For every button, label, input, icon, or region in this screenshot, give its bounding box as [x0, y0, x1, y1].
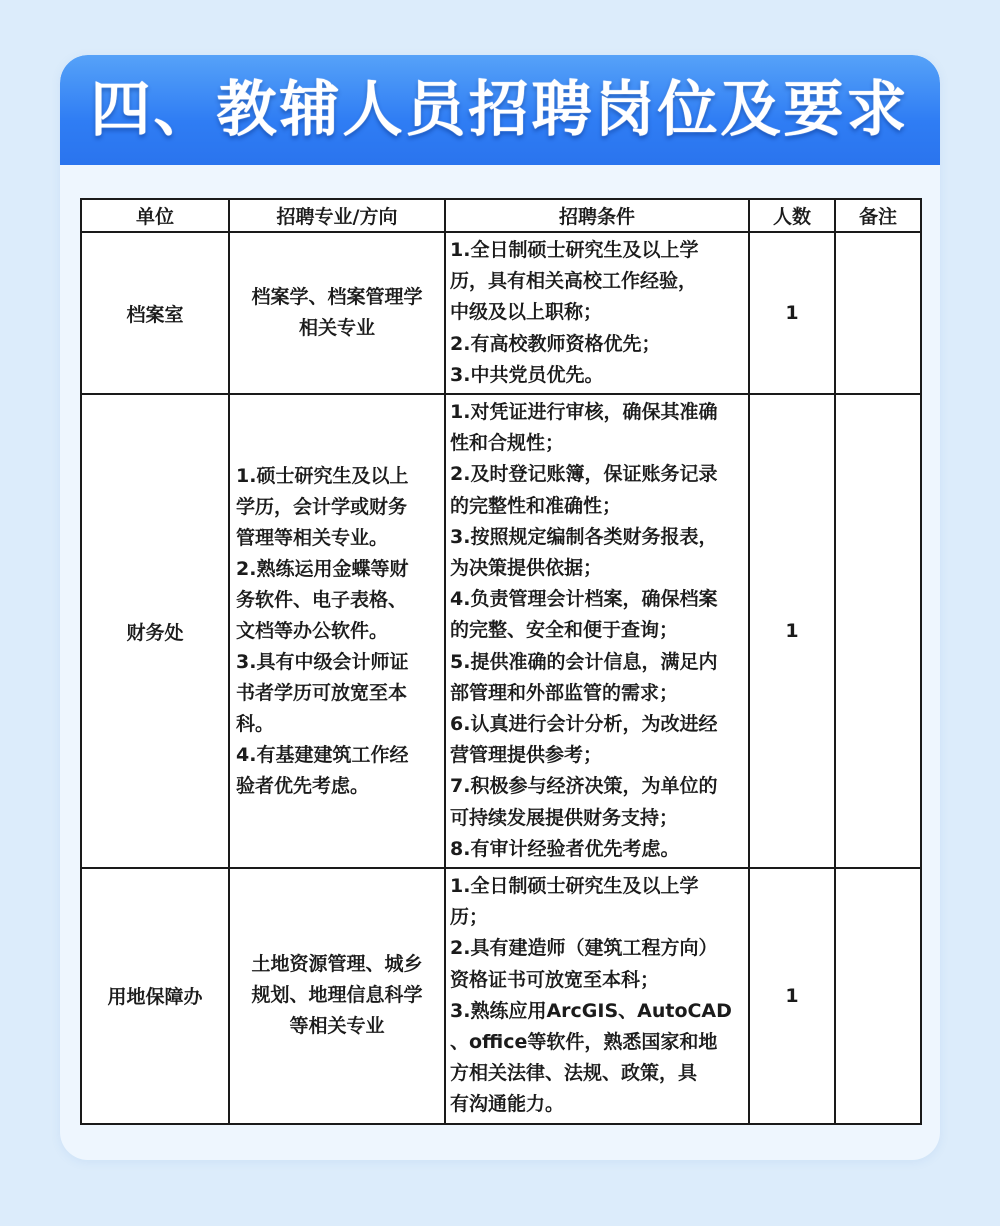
condition-line: 可持续发展提供财务支持；: [450, 806, 679, 829]
conditions-cell: [445, 868, 749, 1124]
header-conditions: 招聘条件: [445, 199, 749, 232]
count-cell: 1: [749, 232, 835, 394]
header-unit: 单位: [81, 199, 229, 232]
condition-line: 历；: [450, 906, 489, 929]
table-row: [81, 868, 921, 1124]
header-count: 人数: [749, 199, 835, 232]
condition-line: 2.有高校教师资格优先；: [450, 332, 661, 355]
conditions-cell: [445, 232, 749, 394]
major-line: 2.熟练运用金蝶等财: [236, 557, 409, 580]
condition-line: 有沟通能力。: [450, 1093, 565, 1116]
table-header-row: [81, 199, 921, 232]
title-banner: [60, 55, 940, 165]
major-line: 规划、地理信息科学: [251, 984, 423, 1007]
table-row: [81, 232, 921, 394]
major-line: 等相关专业: [289, 1015, 385, 1038]
header-major: 招聘专业/方向: [229, 199, 445, 232]
major-line: 1.硕士研究生及以上: [236, 464, 409, 487]
major-line: 验者优先考虑。: [236, 774, 370, 797]
recruitment-table: [80, 198, 922, 1125]
condition-line: 1.全日制硕士研究生及以上学: [450, 875, 699, 898]
major-line: 文档等办公软件。: [236, 619, 389, 642]
major-line: 相关专业: [298, 317, 375, 339]
condition-line: 2.及时登记账簿，保证账务记录: [450, 463, 718, 486]
condition-line: 1.对凭证进行审核，确保其准确: [450, 401, 718, 424]
major-cell: [229, 232, 445, 394]
count-cell: 1: [749, 394, 835, 868]
note-cell: [835, 232, 921, 394]
condition-line: 7.积极参与经济决策，为单位的: [450, 775, 718, 798]
condition-line: 性和合规性；: [450, 432, 565, 455]
major-line: 务软件、电子表格、: [236, 588, 408, 611]
major-line: 土地资源管理、城乡: [251, 953, 423, 976]
major-line: 学历，会计学或财务: [236, 495, 408, 518]
major-line: 书者学历可放宽至本: [236, 681, 408, 704]
condition-line: 1.全日制硕士研究生及以上学: [450, 239, 699, 261]
unit-cell: 用地保障办: [81, 868, 229, 1124]
major-line: 管理等相关专业。: [236, 526, 389, 549]
condition-line: 方相关法律、法规、政策，具: [450, 1062, 698, 1085]
condition-line: 历，具有相关高校工作经验，: [450, 270, 698, 293]
unit-cell: 财务处: [81, 394, 229, 868]
condition-line: 部管理和外部监管的需求；: [450, 681, 679, 704]
condition-line: 3.中共党员优先。: [450, 363, 604, 386]
condition-line: 、office等软件，熟悉国家和地: [450, 1031, 718, 1054]
major-line: 档案学、档案管理学: [251, 286, 423, 308]
note-cell: [835, 394, 921, 868]
major-line: 3.具有中级会计师证: [236, 650, 409, 673]
condition-line: 6.认真进行会计分析，为改进经: [450, 713, 718, 736]
major-cell: [229, 394, 445, 868]
major-line: 科。: [236, 712, 275, 735]
unit-cell: 档案室: [81, 232, 229, 394]
major-cell: [229, 868, 445, 1124]
condition-line: 8.有审计经验者优先考虑。: [450, 837, 680, 860]
table-row: [81, 394, 921, 868]
condition-line: 3.按照规定编制各类财务报表，: [450, 525, 718, 548]
header-note: 备注: [835, 199, 921, 232]
condition-line: 5.提供准确的会计信息，满足内: [450, 650, 718, 673]
note-cell: [835, 868, 921, 1124]
major-line: 4.有基建建筑工作经: [236, 743, 409, 766]
condition-line: 3.熟练应用ArcGIS、AutoCAD: [450, 999, 732, 1022]
condition-line: 中级及以上职称；: [450, 301, 603, 324]
condition-line: 的完整、安全和便于查询；: [450, 619, 679, 642]
condition-line: 4.负责管理会计档案，确保档案: [450, 588, 718, 611]
condition-line: 资格证书可放宽至本科；: [450, 968, 660, 991]
conditions-cell: [445, 394, 749, 868]
count-cell: 1: [749, 868, 835, 1124]
condition-line: 2.具有建造师（建筑工程方向）: [450, 937, 718, 960]
page-title: 四、教辅人员招聘岗位及要求: [90, 75, 910, 145]
condition-line: 为决策提供依据；: [450, 557, 603, 580]
condition-line: 的完整性和准确性；: [450, 494, 622, 517]
condition-line: 营管理提供参考；: [450, 744, 603, 767]
